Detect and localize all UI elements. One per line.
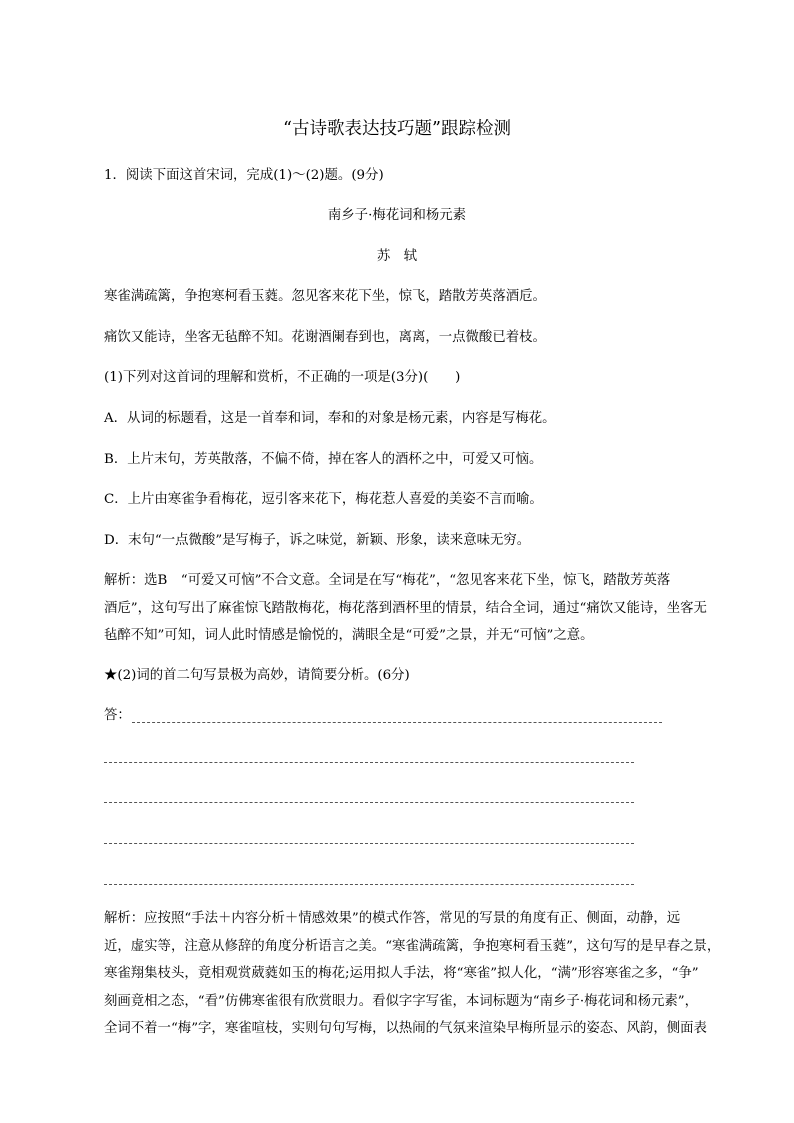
answer-line[interactable] <box>104 884 634 885</box>
poem-author: 苏 轼 <box>376 249 418 264</box>
answer-line[interactable] <box>104 843 634 844</box>
analysis-2-line: 全词不着一“梅”字，寒雀喧枝，实则句句写梅，以热闹的气氛来渲染早梅所显示的姿态、风韵，侧面表 <box>104 1021 707 1036</box>
option-c: C．上片由寒雀争看梅花，逗引客来花下，梅花惹人喜爱的美姿不言而喻。 <box>104 492 543 507</box>
answer-line[interactable] <box>104 802 634 803</box>
answer-line[interactable] <box>104 762 634 763</box>
analysis-1-line: 解析：选B “可爱又可恼”不合文意。全词是在写“梅花”，“忽见客来花下坐，惊飞，踏散芳英落 <box>104 573 671 588</box>
question-1-stem: 1．阅读下面这首宋词，完成(1)～(2)题。(9分) <box>104 168 384 183</box>
option-a: A．从词的标题看，这是一首奉和词，奉和的对象是杨元素，内容是写梅花。 <box>104 411 556 426</box>
analysis-1-line: 酒卮”，这句写出了麻雀惊飞踏散梅花，梅花落到酒杯里的情景，结合全词，通过“痛饮又能诗，坐客无 <box>104 601 707 616</box>
subquestion-2-stem: ★(2)词的首二句写景极为高妙，请简要分析。(6分) <box>104 668 410 683</box>
analysis-2-line: 寒雀翔集枝头，竟相观赏葳蕤如玉的梅花;运用拟人手法，将“寒雀”拟人化，“满”形容寒雀之多，“争” <box>104 966 699 981</box>
analysis-2-line: 近，虚实等，注意从修辞的角度分析语言之美。“寒雀满疏篱，争抱寒柯看玉蕤”，这句写的是早春之景， <box>104 939 721 954</box>
poem-line-1: 寒雀满疏篱，争抱寒柯看玉蕤。忽见客来花下坐，惊飞，踏散芳英落酒卮。 <box>104 289 546 304</box>
analysis-2-line: 刻画竟相之态，“看”仿佛寒雀很有欣赏眼力。看似字字写雀，本词标题为“南乡子·梅花词和杨元素”， <box>104 994 699 1009</box>
option-d: D．末句“一点微酸”是写梅子，诉之味觉，新颖、形象，读来意味无穷。 <box>104 533 531 548</box>
page-title: “古诗歌表达技巧题”跟踪检测 <box>283 119 511 139</box>
poem-line-2: 痛饮又能诗，坐客无毡醉不知。花谢酒阑春到也，离离，一点微酸已着枝。 <box>104 330 546 345</box>
answer-line[interactable] <box>132 722 662 723</box>
subquestion-1-stem: (1)下列对这首词的理解和赏析，不正确的一项是(3分)( ) <box>104 370 461 385</box>
option-b: B．上片末句，芳英散落，不偏不倚，掉在客人的酒杯之中，可爱又可恼。 <box>104 452 543 467</box>
analysis-2-line: 解析：应按照“手法＋内容分析＋情感效果”的模式作答，常见的写景的角度有正、侧面，动静，远 <box>104 911 681 926</box>
poem-title: 南乡子·梅花词和杨元素 <box>327 208 467 223</box>
analysis-1-line: 毡醉不知”可知，词人此时情感是愉悦的，满眼全是“可爱”之景，并无“可恼”之意。 <box>104 628 594 643</box>
answer-label: 答： <box>104 708 131 723</box>
